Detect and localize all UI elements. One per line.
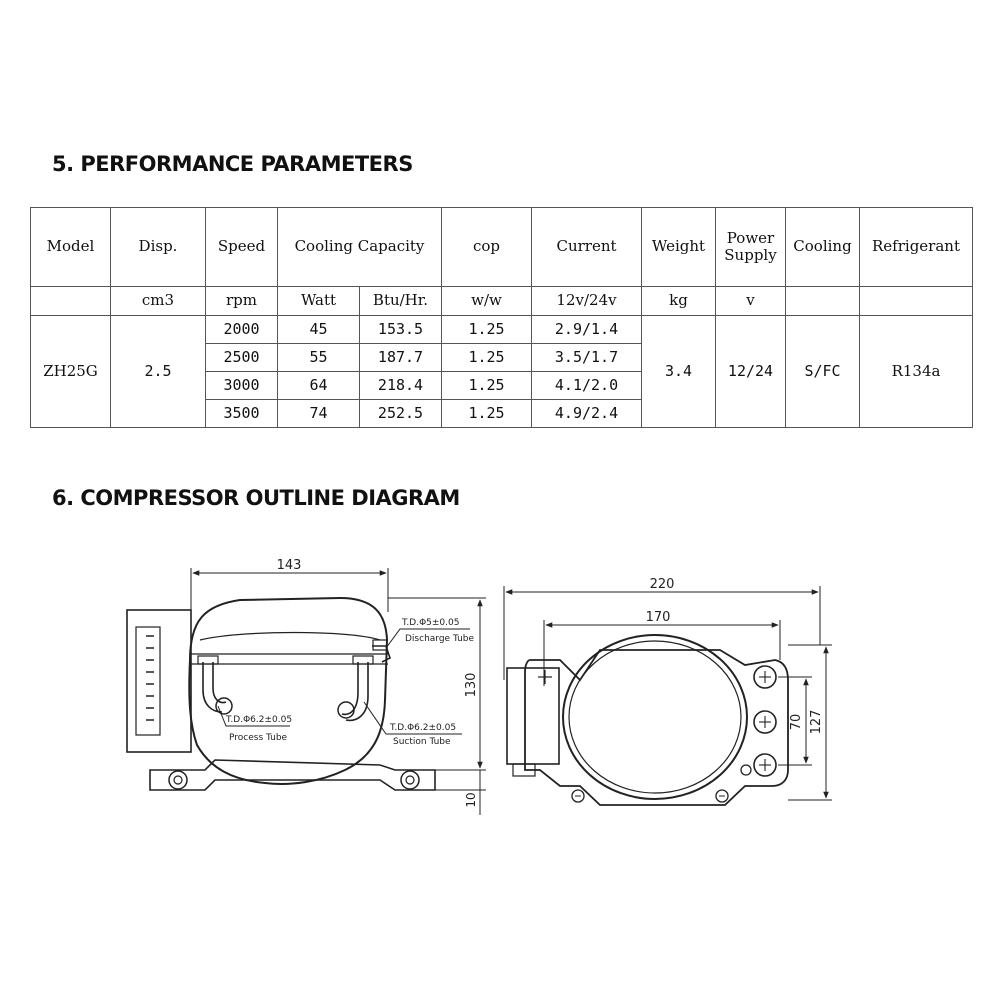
cell-btu: 187.7 bbox=[360, 344, 442, 372]
dim-70: 70 bbox=[789, 713, 804, 731]
dim-10: 10 bbox=[464, 792, 478, 808]
cell-current: 4.1/2.0 bbox=[532, 372, 642, 400]
unit-weight: kg bbox=[642, 287, 716, 316]
cell-cop: 1.25 bbox=[442, 372, 532, 400]
header-cooling-capacity: Cooling Capacity bbox=[278, 208, 442, 287]
cell-watt: 64 bbox=[278, 372, 360, 400]
header-current: Current bbox=[532, 208, 642, 287]
unit-disp: cm3 bbox=[111, 287, 206, 316]
header-weight: Weight bbox=[642, 208, 716, 287]
cell-cop: 1.25 bbox=[442, 316, 532, 344]
cell-cop: 1.25 bbox=[442, 400, 532, 428]
cell-speed: 2500 bbox=[206, 344, 278, 372]
discharge-tube-label: Discharge Tube bbox=[405, 634, 475, 644]
discharge-tube-spec: T.D.Φ5±0.05 bbox=[402, 618, 460, 628]
cell-weight: 3.4 bbox=[642, 316, 716, 428]
cell-watt: 45 bbox=[278, 316, 360, 344]
process-tube-label: Process Tube bbox=[229, 733, 288, 743]
unit-power-supply: v bbox=[716, 287, 786, 316]
dim-170: 170 bbox=[645, 610, 671, 625]
compressor-shell bbox=[189, 598, 387, 784]
header-refrigerant: Refrigerant bbox=[860, 208, 973, 287]
cell-current: 4.9/2.4 bbox=[532, 400, 642, 428]
performance-table bbox=[30, 207, 973, 428]
compressor-shell-top bbox=[563, 635, 747, 799]
dim-143: 143 bbox=[276, 558, 302, 573]
unit-watt: Watt bbox=[278, 287, 360, 316]
cell-refrigerant: R134a bbox=[860, 316, 973, 428]
dim-130: 130 bbox=[464, 672, 479, 698]
cell-power-supply: 12/24 bbox=[716, 316, 786, 428]
cell-cooling: S/FC bbox=[786, 316, 860, 428]
unit-speed: rpm bbox=[206, 287, 278, 316]
table-header-row bbox=[31, 208, 973, 287]
top-view bbox=[504, 577, 832, 805]
cell-disp: 2.5 bbox=[111, 316, 206, 428]
dim-127: 127 bbox=[809, 709, 824, 735]
unit-btu: Btu/Hr. bbox=[360, 287, 442, 316]
cell-cop: 1.25 bbox=[442, 344, 532, 372]
process-tube-spec: T.D.Φ6.2±0.05 bbox=[226, 715, 293, 725]
header-cooling: Cooling bbox=[786, 208, 860, 287]
side-view bbox=[127, 558, 486, 815]
header-model: Model bbox=[31, 208, 111, 287]
cell-btu: 218.4 bbox=[360, 372, 442, 400]
cell-speed: 2000 bbox=[206, 316, 278, 344]
section-title-diagram: 6. COMPRESSOR OUTLINE DIAGRAM bbox=[52, 486, 460, 510]
unit-cooling bbox=[786, 287, 860, 316]
header-cop: cop bbox=[442, 208, 532, 287]
cell-watt: 55 bbox=[278, 344, 360, 372]
cell-speed: 3500 bbox=[206, 400, 278, 428]
dim-220: 220 bbox=[649, 577, 675, 592]
unit-refrigerant bbox=[860, 287, 973, 316]
section-title-performance: 5. PERFORMANCE PARAMETERS bbox=[52, 152, 413, 176]
unit-cop: w/w bbox=[442, 287, 532, 316]
cell-btu: 252.5 bbox=[360, 400, 442, 428]
header-power-supply: Power Supply bbox=[716, 208, 786, 287]
terminal-box-top bbox=[507, 668, 559, 764]
base-plate bbox=[525, 650, 788, 805]
table-row bbox=[31, 316, 973, 344]
terminal-box bbox=[127, 610, 191, 752]
cell-current: 2.9/1.4 bbox=[532, 316, 642, 344]
suction-tube-spec: T.D.Φ6.2±0.05 bbox=[390, 723, 457, 733]
cell-speed: 3000 bbox=[206, 372, 278, 400]
cell-current: 3.5/1.7 bbox=[532, 344, 642, 372]
cell-btu: 153.5 bbox=[360, 316, 442, 344]
unit-model bbox=[31, 287, 111, 316]
header-speed: Speed bbox=[206, 208, 278, 287]
unit-current: 12v/24v bbox=[532, 287, 642, 316]
cell-model: ZH25G bbox=[31, 316, 111, 428]
table-units-row bbox=[31, 287, 973, 316]
header-disp: Disp. bbox=[111, 208, 206, 287]
cell-watt: 74 bbox=[278, 400, 360, 428]
suction-tube-label: Suction Tube bbox=[393, 737, 451, 747]
